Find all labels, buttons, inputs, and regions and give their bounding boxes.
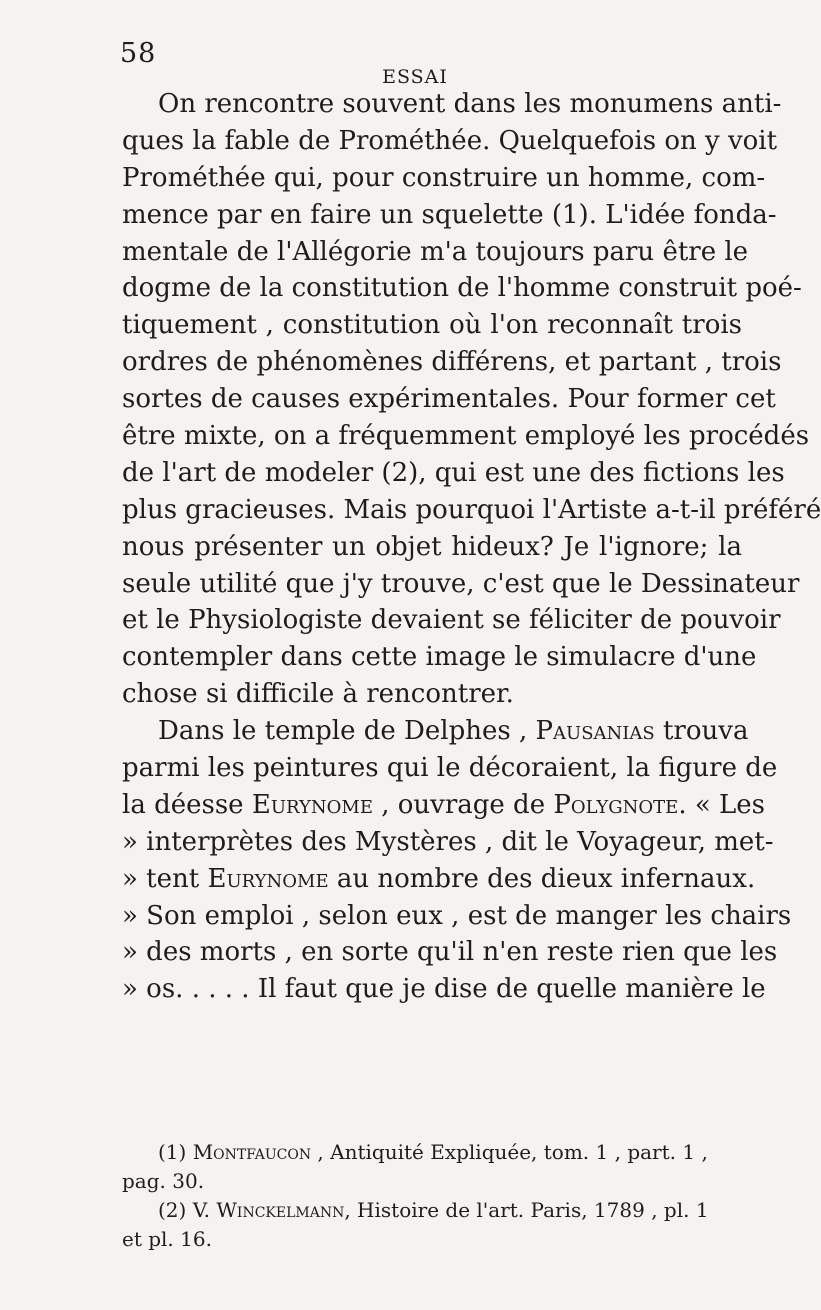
text-line: contempler dans cette image le simulacre d'une <box>122 642 757 673</box>
text-line: » Son emploi , selon eux , est de manger les chairs <box>122 900 792 931</box>
body-text <box>122 86 821 1008</box>
text-line: mentale de l'Allégorie m'a toujours paru être le <box>122 236 749 267</box>
text-line: mence par en faire un squelette (1). L'idée fonda- <box>122 199 777 230</box>
text-run: » tent <box>122 863 208 894</box>
paragraph-1 <box>122 86 821 713</box>
footnote-mark: (1) <box>158 1140 193 1164</box>
text-run: trouva <box>654 716 749 747</box>
page-number: 58 <box>120 38 157 69</box>
painter-name: Polygnote <box>553 789 679 820</box>
text-line: plus gracieuses. Mais pourquoi l'Artiste a-t-il préféré <box>122 494 821 525</box>
text-line: Prométhée qui, pour construire un homme, com- <box>122 162 766 193</box>
author-name: Winckelmann <box>216 1198 345 1222</box>
text-run: , ouvrage de <box>372 789 554 820</box>
author-name: Montfaucon <box>192 1140 312 1164</box>
footnotes <box>122 1138 742 1254</box>
footnote-line: pag. 30. <box>122 1169 205 1193</box>
text-line: » des morts , en sorte qu'il n'en reste rien que les <box>122 937 778 968</box>
text-line: ordres de phénomènes différens, et partant , trois <box>122 347 782 378</box>
text-line <box>122 713 749 750</box>
text-line: être mixte, on a fréquemment employé les procédés <box>122 421 810 452</box>
text-line: seule utilité que j'y trouve, c'est que le Dessinateur <box>122 568 800 599</box>
text-line: chose si difficile à rencontrer. <box>122 679 514 710</box>
text-line: On rencontre souvent dans les monumens anti- <box>158 89 782 119</box>
deity-name: Eurynome <box>251 789 373 820</box>
running-head: ESSAI <box>382 66 448 88</box>
footnote-2 <box>122 1196 742 1254</box>
text-line: parmi les peintures qui le décoraient, la figure de <box>122 753 778 784</box>
text-line: » interprètes des Mystères , dit le Voyageur, met- <box>122 826 774 857</box>
paragraph-2 <box>122 713 792 1008</box>
text-line <box>122 787 766 824</box>
footnote-1 <box>122 1138 742 1196</box>
text-run: au nombre des dieux infernaux. <box>328 863 756 894</box>
footnote-mark: (2) V. <box>158 1198 217 1222</box>
text-run: . « Les <box>678 789 766 820</box>
footnote-line <box>122 1138 742 1167</box>
text-line: et le Physiologiste devaient se féliciter de pouvoir <box>122 605 781 636</box>
text-line: dogme de la constitution de l'homme construit poé- <box>122 273 802 304</box>
text-line: » os. . . . . Il faut que je dise de quelle manière le <box>122 974 766 1005</box>
text-run: la déesse <box>122 789 252 820</box>
text-line: nous présenter un objet hideux? Je l'ignore; la <box>122 531 742 562</box>
text-line <box>122 861 756 898</box>
text-run: Dans le temple de Delphes , <box>158 716 536 747</box>
footnote-line <box>122 1196 742 1225</box>
text-line: ques la fable de Prométhée. Quelquefois on y voit <box>122 125 778 156</box>
deity-name: Eurynome <box>207 863 329 894</box>
text-run: , Antiquité Expliquée, tom. 1 , part. 1 , <box>311 1140 708 1164</box>
text-line: sortes de causes expérimentales. Pour former cet <box>122 384 776 415</box>
author-name: Pausanias <box>535 716 655 747</box>
text-line: de l'art de modeler (2), qui est une des fictions les <box>122 457 785 488</box>
text-line: tiquement , constitution où l'on reconnaît trois <box>122 310 742 341</box>
text-run: , Histoire de l'art. Paris, 1789 , pl. 1 <box>344 1198 709 1222</box>
footnote-line: et pl. 16. <box>122 1227 212 1251</box>
